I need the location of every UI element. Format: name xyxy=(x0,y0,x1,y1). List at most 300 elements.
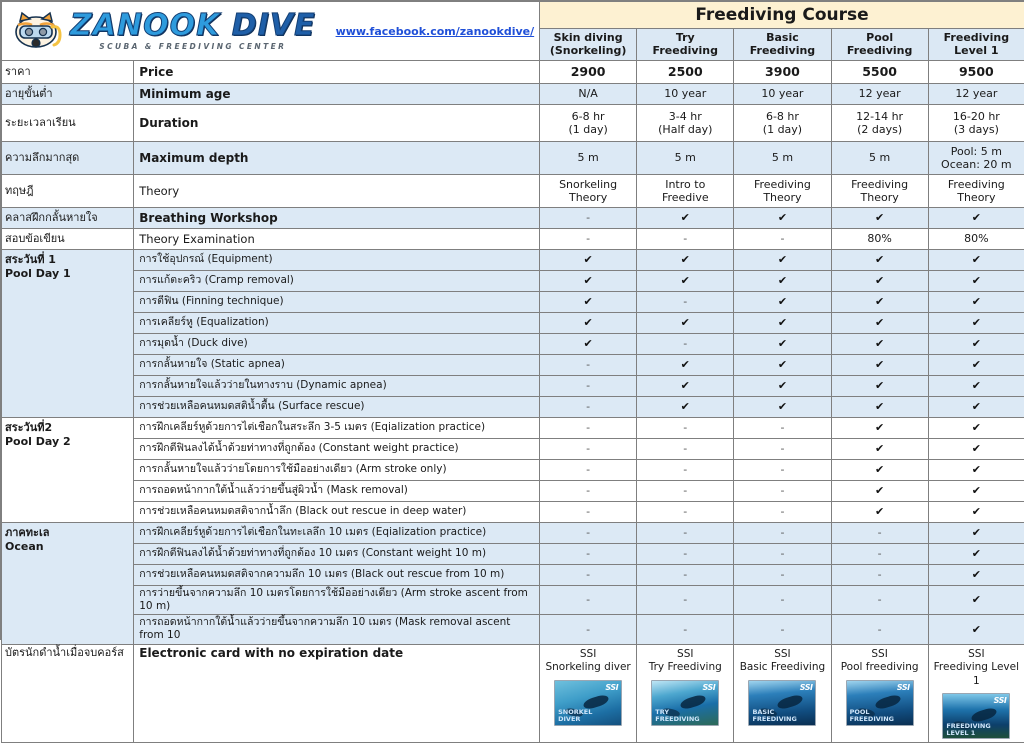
dash-icon: - xyxy=(832,623,928,636)
skill-label: การกลั้นหายใจแล้วว่ายโดยการใช้มืออย่างเดียว (Arm stroke only) xyxy=(134,460,540,481)
value-text: Theory xyxy=(734,191,830,204)
course-value-cell xyxy=(928,565,1024,586)
table-row xyxy=(2,502,1024,523)
check-icon: ✔ xyxy=(832,358,928,371)
course-value-cell xyxy=(831,61,928,84)
course-value-cell xyxy=(540,355,637,376)
course-value-cell xyxy=(734,84,831,105)
check-icon: ✔ xyxy=(540,337,636,350)
check-icon: ✔ xyxy=(832,421,928,434)
table-row xyxy=(2,376,1024,397)
course-header-line: Freediving xyxy=(832,45,928,58)
table-row xyxy=(2,61,1024,84)
skill-label: การใช้อุปกรณ์ (Equipment) xyxy=(134,250,540,271)
course-value-cell xyxy=(540,313,637,334)
check-icon: ✔ xyxy=(637,379,733,392)
dash-icon: - xyxy=(637,547,733,560)
course-value-cell xyxy=(540,271,637,292)
value-text: Intro to xyxy=(637,178,733,191)
course-value-cell xyxy=(540,84,637,105)
dash-icon: - xyxy=(734,232,830,245)
course-value-cell xyxy=(734,439,831,460)
skill-label: การตีฟิน (Finning technique) xyxy=(134,292,540,313)
check-icon: ✔ xyxy=(929,442,1024,455)
certification-label-thai: บัตรนักดำน้ำเมื่อจบคอร์ส xyxy=(2,644,134,743)
check-icon: ✔ xyxy=(540,295,636,308)
course-header-line: Pool xyxy=(832,32,928,45)
skill-label: การกลั้นหายใจ (Static apnea) xyxy=(134,355,540,376)
course-value-cell xyxy=(637,313,734,334)
table-row xyxy=(2,523,1024,544)
section-label-line: ภาคทะเล xyxy=(5,526,130,540)
row-label-thai: สอบข้อเขียน xyxy=(2,229,134,250)
row-label-english: Duration xyxy=(134,105,540,142)
caption-line: DIVER xyxy=(558,716,592,723)
caption-line: FREEDIVING xyxy=(946,723,990,730)
certification-agency: SSI xyxy=(637,648,733,662)
section-label-line: Pool Day 1 xyxy=(5,267,130,281)
diver-silhouette-icon xyxy=(970,707,998,725)
course-header-line: Try xyxy=(637,32,733,45)
dash-icon: - xyxy=(734,484,830,497)
course-value-cell xyxy=(540,61,637,84)
value-text: 3900 xyxy=(734,64,830,79)
course-value-cell xyxy=(734,502,831,523)
course-value-cell xyxy=(734,175,831,208)
course-value-cell xyxy=(831,334,928,355)
ssi-logo-icon: SSI xyxy=(897,683,910,693)
caption-line: FREEDIVING xyxy=(752,716,796,723)
check-icon: ✔ xyxy=(734,316,830,329)
certification-name: Snorkeling diver xyxy=(540,661,636,675)
value-text: Freediving xyxy=(832,178,928,191)
course-value-cell xyxy=(540,544,637,565)
course-value-cell xyxy=(734,397,831,418)
dash-icon: - xyxy=(637,526,733,539)
certification-card-cell xyxy=(637,644,734,743)
table-row xyxy=(2,544,1024,565)
value-text: 10 year xyxy=(734,87,830,100)
check-icon: ✔ xyxy=(540,274,636,287)
table-row xyxy=(2,105,1024,142)
course-value-cell xyxy=(928,105,1024,142)
certification-agency: SSI xyxy=(540,648,636,662)
course-column-header-2 xyxy=(637,29,734,61)
course-value-cell xyxy=(637,84,734,105)
course-value-cell xyxy=(637,208,734,229)
course-value-cell xyxy=(734,292,831,313)
dash-icon: - xyxy=(734,463,830,476)
certification-card-caption xyxy=(752,709,796,723)
value-text: N/A xyxy=(540,87,636,100)
value-text: 10 year xyxy=(637,87,733,100)
course-value-cell xyxy=(928,502,1024,523)
table-row xyxy=(2,481,1024,502)
diver-silhouette-icon xyxy=(582,693,610,711)
ssi-logo-icon: SSI xyxy=(994,696,1007,706)
value-text: Theory xyxy=(929,191,1024,204)
course-value-cell xyxy=(831,376,928,397)
skill-label: การช่วยเหลือคนหมดสติน้ำตื้น (Surface rescue) xyxy=(134,397,540,418)
dash-icon: - xyxy=(637,442,733,455)
caption-line: LEVEL 1 xyxy=(946,730,990,737)
value-text: 12-14 hr xyxy=(832,110,928,123)
course-value-cell xyxy=(831,481,928,502)
dash-icon: - xyxy=(734,421,830,434)
certification-card-cell xyxy=(928,644,1024,743)
cat-diver-mascot-icon xyxy=(12,11,64,51)
certification-agency: SSI xyxy=(929,648,1024,662)
course-header-line: (Snorkeling) xyxy=(540,45,636,58)
course-value-cell xyxy=(831,544,928,565)
value-text: 5 m xyxy=(540,151,636,164)
dash-icon: - xyxy=(734,623,830,636)
value-text: (1 day) xyxy=(734,123,830,136)
course-value-cell xyxy=(540,586,637,615)
check-icon: ✔ xyxy=(734,295,830,308)
dash-icon: - xyxy=(832,568,928,581)
table-row xyxy=(2,565,1024,586)
row-label-thai: คลาสฝึกกลั้นหายใจ xyxy=(2,208,134,229)
check-icon: ✔ xyxy=(929,295,1024,308)
course-value-cell xyxy=(637,334,734,355)
course-value-cell xyxy=(637,481,734,502)
course-value-cell xyxy=(831,208,928,229)
course-value-cell xyxy=(734,334,831,355)
certification-name: Pool freediving xyxy=(832,661,928,675)
course-value-cell xyxy=(540,565,637,586)
course-value-cell xyxy=(637,229,734,250)
skill-label: การช่วยเหลือคนหมดสติจากความลึก 10 เมตร (Black out rescue from 10 m) xyxy=(134,565,540,586)
value-text: Theory xyxy=(832,191,928,204)
skill-label: การฝึกเคลียร์หูด้วยการไต่เชือกในสระลึก 3-5 เมตร (Eqialization practice) xyxy=(134,418,540,439)
table-row xyxy=(2,586,1024,615)
course-value-cell xyxy=(831,439,928,460)
course-header-line: Skin diving xyxy=(540,32,636,45)
course-value-cell xyxy=(928,376,1024,397)
course-value-cell xyxy=(637,397,734,418)
course-value-cell xyxy=(540,229,637,250)
check-icon: ✔ xyxy=(929,505,1024,518)
course-value-cell xyxy=(831,586,928,615)
skill-label: การฝึกตีฟินลงได้น้ำด้วยท่าทางที่ถูกต้อง 10 เมตร (Constant weight 10 m) xyxy=(134,544,540,565)
certification-row xyxy=(2,644,1024,743)
dash-icon: - xyxy=(734,526,830,539)
check-icon: ✔ xyxy=(832,379,928,392)
table-row xyxy=(2,313,1024,334)
course-value-cell xyxy=(637,586,734,615)
check-icon: ✔ xyxy=(929,211,1024,224)
course-value-cell xyxy=(734,271,831,292)
table-row xyxy=(2,355,1024,376)
course-value-cell xyxy=(831,229,928,250)
value-text: 16-20 hr xyxy=(929,110,1024,123)
course-value-cell xyxy=(637,271,734,292)
certification-card-cell xyxy=(734,644,831,743)
row-label-english: Theory Examination xyxy=(134,229,540,250)
check-icon: ✔ xyxy=(637,211,733,224)
certification-agency: SSI xyxy=(832,648,928,662)
dash-icon: - xyxy=(637,593,733,606)
course-value-cell xyxy=(831,313,928,334)
course-value-cell xyxy=(637,61,734,84)
value-text: 9500 xyxy=(929,64,1024,79)
course-value-cell xyxy=(734,142,831,175)
certification-agency: SSI xyxy=(734,648,830,662)
course-value-cell xyxy=(637,292,734,313)
course-value-cell xyxy=(928,292,1024,313)
freediving-course-table xyxy=(1,1,1024,743)
table-row xyxy=(2,142,1024,175)
course-value-cell xyxy=(734,523,831,544)
check-icon: ✔ xyxy=(832,211,928,224)
check-icon: ✔ xyxy=(734,274,830,287)
ssi-logo-icon: SSI xyxy=(605,683,618,693)
check-icon: ✔ xyxy=(637,316,733,329)
caption-line: BASIC xyxy=(752,709,796,716)
brand-name-primary: ZANOOK xyxy=(70,8,220,43)
course-value-cell xyxy=(734,313,831,334)
check-icon: ✔ xyxy=(832,442,928,455)
skill-label: การกลั้นหายใจแล้วว่ายในทางราบ (Dynamic apnea) xyxy=(134,376,540,397)
course-value-cell xyxy=(928,271,1024,292)
section-label-line: Pool Day 2 xyxy=(5,435,130,449)
certification-name: Freediving Level 1 xyxy=(929,661,1024,688)
check-icon: ✔ xyxy=(734,358,830,371)
table-row xyxy=(2,460,1024,481)
course-value-cell xyxy=(734,355,831,376)
course-value-cell xyxy=(928,460,1024,481)
skill-label: การมุดน้ำ (Duck dive) xyxy=(134,334,540,355)
dash-icon: - xyxy=(540,505,636,518)
check-icon: ✔ xyxy=(832,505,928,518)
caption-line: FREEDIVING xyxy=(655,716,699,723)
certification-card-image xyxy=(651,680,719,726)
value-text: (Half day) xyxy=(637,123,733,136)
check-icon: ✔ xyxy=(637,400,733,413)
skill-label: การถอดหน้ากากใต้น้ำแล้วว่ายขึ้นจากความลึก 10 เมตร (Mask removal ascent from 10 xyxy=(134,615,540,644)
certification-card-image xyxy=(554,680,622,726)
row-label-thai: ระยะเวลาเรียน xyxy=(2,105,134,142)
dash-icon: - xyxy=(540,421,636,434)
dash-icon: - xyxy=(540,526,636,539)
course-column-header-3 xyxy=(734,29,831,61)
diver-silhouette-icon xyxy=(777,693,805,711)
certification-card-caption xyxy=(946,723,990,737)
row-label-thai: ราคา xyxy=(2,61,134,84)
check-icon: ✔ xyxy=(832,253,928,266)
certification-card-image xyxy=(846,680,914,726)
dash-icon: - xyxy=(540,232,636,245)
table-row xyxy=(2,208,1024,229)
check-icon: ✔ xyxy=(734,253,830,266)
row-label-thai: ความลึกมากสุด xyxy=(2,142,134,175)
course-value-cell xyxy=(637,439,734,460)
table-row xyxy=(2,334,1024,355)
course-value-cell xyxy=(637,523,734,544)
value-text: 6-8 hr xyxy=(734,110,830,123)
brand-logo-cell xyxy=(2,2,540,61)
value-text: 2500 xyxy=(637,64,733,79)
course-value-cell xyxy=(540,481,637,502)
course-value-cell xyxy=(928,439,1024,460)
row-label-english: Maximum depth xyxy=(134,142,540,175)
section-label-ocean xyxy=(2,523,134,645)
dash-icon: - xyxy=(540,568,636,581)
dash-icon: - xyxy=(734,442,830,455)
dash-icon: - xyxy=(540,623,636,636)
check-icon: ✔ xyxy=(832,337,928,350)
dash-icon: - xyxy=(637,421,733,434)
course-value-cell xyxy=(831,142,928,175)
course-value-cell xyxy=(637,418,734,439)
table-row xyxy=(2,250,1024,271)
value-text: Pool: 5 m xyxy=(929,145,1024,158)
course-value-cell xyxy=(540,439,637,460)
value-text: 2900 xyxy=(540,64,636,79)
value-text: 12 year xyxy=(929,87,1024,100)
check-icon: ✔ xyxy=(929,526,1024,539)
check-icon: ✔ xyxy=(540,253,636,266)
course-value-cell xyxy=(734,586,831,615)
skill-label: การถอดหน้ากากใต้น้ำแล้วว่ายขึ้นสู่ผิวน้ำ (Mask removal) xyxy=(134,481,540,502)
course-value-cell xyxy=(928,418,1024,439)
dash-icon: - xyxy=(637,463,733,476)
skill-label: การฝึกเคลียร์หูด้วยการไต่เชือกในทะเลลึก 10 เมตร (Eqialization practice) xyxy=(134,523,540,544)
value-text: (1 day) xyxy=(540,123,636,136)
course-value-cell xyxy=(831,84,928,105)
value-text: 5 m xyxy=(832,151,928,164)
value-text: (3 days) xyxy=(929,123,1024,136)
check-icon: ✔ xyxy=(929,337,1024,350)
course-value-cell xyxy=(637,502,734,523)
course-value-cell xyxy=(928,142,1024,175)
course-value-cell xyxy=(831,292,928,313)
value-text: 80% xyxy=(832,232,928,245)
course-value-cell xyxy=(540,292,637,313)
table-row xyxy=(2,229,1024,250)
course-value-cell xyxy=(831,355,928,376)
course-value-cell xyxy=(734,544,831,565)
caption-line: SNORKEL xyxy=(558,709,592,716)
course-value-cell xyxy=(734,229,831,250)
skill-label: การว่ายขึ้นจากความลึก 10 เมตรโดยการใช้มืออย่างเดียว (Arm stroke ascent from 10 m) xyxy=(134,586,540,615)
skill-label: การฝึกตีฟินลงได้น้ำด้วยท่าทางที่ถูกต้อง (Constant weight practice) xyxy=(134,439,540,460)
value-text: 80% xyxy=(929,232,1024,245)
table-body xyxy=(2,2,1024,61)
check-icon: ✔ xyxy=(637,253,733,266)
section-label-line: สระวันที่2 xyxy=(5,421,130,435)
caption-line: TRY xyxy=(655,709,699,716)
check-icon: ✔ xyxy=(832,295,928,308)
course-value-cell xyxy=(637,355,734,376)
check-icon: ✔ xyxy=(929,623,1024,636)
dash-icon: - xyxy=(637,505,733,518)
certification-card-image xyxy=(748,680,816,726)
course-value-cell xyxy=(734,418,831,439)
course-value-cell xyxy=(928,544,1024,565)
check-icon: ✔ xyxy=(832,484,928,497)
skill-label: การเคลียร์หู (Equalization) xyxy=(134,313,540,334)
course-value-cell xyxy=(928,175,1024,208)
certification-card-caption xyxy=(558,709,592,723)
course-value-cell xyxy=(540,418,637,439)
ssi-logo-icon: SSI xyxy=(800,683,813,693)
table-row xyxy=(2,271,1024,292)
course-value-cell xyxy=(637,376,734,397)
course-value-cell xyxy=(928,250,1024,271)
dash-icon: - xyxy=(637,484,733,497)
dash-icon: - xyxy=(540,442,636,455)
course-column-header-5 xyxy=(928,29,1024,61)
brand-tagline: SCUBA & FREEDIVING CENTER xyxy=(70,43,316,51)
certification-card-caption xyxy=(850,709,894,723)
course-value-cell xyxy=(637,250,734,271)
course-value-cell xyxy=(928,397,1024,418)
check-icon: ✔ xyxy=(637,358,733,371)
section-label-pool-day-1 xyxy=(2,250,134,418)
course-header-line: Freediving xyxy=(637,45,733,58)
check-icon: ✔ xyxy=(832,316,928,329)
course-value-cell xyxy=(540,208,637,229)
check-icon: ✔ xyxy=(929,593,1024,606)
certification-label-english: Electronic card with no expiration date xyxy=(134,644,540,743)
course-value-cell xyxy=(831,271,928,292)
course-value-cell xyxy=(928,208,1024,229)
facebook-link[interactable]: www.facebook.com/zanookdive/ xyxy=(336,25,535,38)
row-label-english: Theory xyxy=(134,175,540,208)
course-value-cell xyxy=(928,334,1024,355)
page-title: Freediving Course xyxy=(540,2,1024,29)
check-icon: ✔ xyxy=(832,274,928,287)
course-value-cell xyxy=(928,523,1024,544)
section-label-pool-day-2 xyxy=(2,418,134,523)
course-value-cell xyxy=(734,460,831,481)
course-value-cell xyxy=(734,481,831,502)
course-value-cell xyxy=(928,61,1024,84)
course-value-cell xyxy=(831,565,928,586)
value-text: 5 m xyxy=(637,151,733,164)
row-label-english: Breathing Workshop xyxy=(134,208,540,229)
check-icon: ✔ xyxy=(929,379,1024,392)
dash-icon: - xyxy=(832,593,928,606)
dash-icon: - xyxy=(540,547,636,560)
course-value-cell xyxy=(540,175,637,208)
course-header-line: Basic xyxy=(734,32,830,45)
course-header-line: Level 1 xyxy=(929,45,1024,58)
course-value-cell xyxy=(637,565,734,586)
dash-icon: - xyxy=(540,484,636,497)
ssi-logo-icon: SSI xyxy=(703,683,716,693)
dash-icon: - xyxy=(637,295,733,308)
skill-label: การแก้ตะคริว (Cramp removal) xyxy=(134,271,540,292)
check-icon: ✔ xyxy=(929,400,1024,413)
value-text: 5 m xyxy=(734,151,830,164)
certification-card-image xyxy=(942,693,1010,739)
dash-icon: - xyxy=(734,505,830,518)
value-text: Snorkeling xyxy=(540,178,636,191)
row-label-thai: ทฤษฎี xyxy=(2,175,134,208)
course-column-header-1 xyxy=(540,29,637,61)
value-text: 6-8 hr xyxy=(540,110,636,123)
certification-card-cell xyxy=(540,644,637,743)
dash-icon: - xyxy=(540,593,636,606)
value-text: Freediving xyxy=(734,178,830,191)
course-value-cell xyxy=(734,565,831,586)
dash-icon: - xyxy=(637,623,733,636)
check-icon: ✔ xyxy=(637,274,733,287)
course-value-cell xyxy=(831,397,928,418)
